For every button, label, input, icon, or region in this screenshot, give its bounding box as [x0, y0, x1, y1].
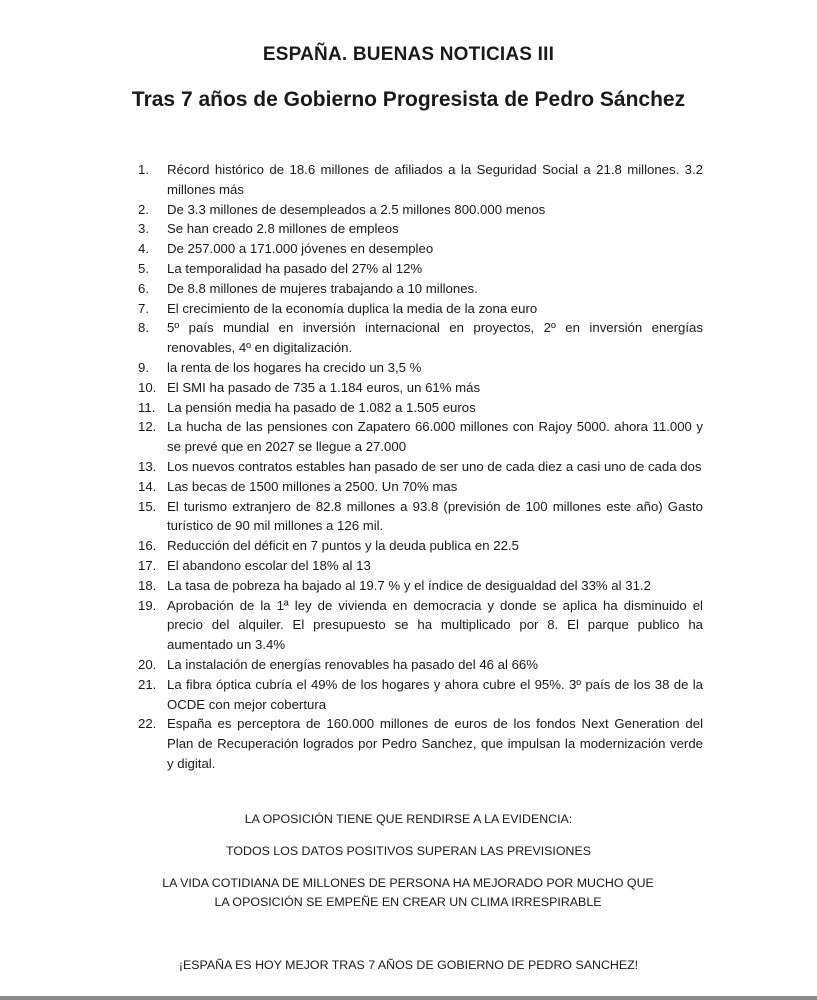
- list-item: [138, 299, 703, 319]
- item-number: 5.: [138, 260, 149, 276]
- item-number: 9.: [138, 359, 149, 375]
- item-text: Récord histórico de 18.6 millones de afiliados a la Seguridad Social a 21.8 millones. 3.2 millones más: [167, 162, 703, 197]
- list-item: [138, 477, 703, 497]
- item-text: 5º país mundial en inversión internacional en proyectos, 2º en inversión energías renovables, 4º en digitalización.: [167, 320, 703, 356]
- item-text: La pensión media ha pasado de 1.082 a 1.505 euros: [167, 399, 476, 415]
- item-number: 3.: [138, 221, 149, 237]
- item-text: De 3.3 millones de desempleados a 2.5 millones 800.000 menos: [167, 201, 546, 217]
- list-item: [138, 259, 703, 279]
- list-item: [138, 398, 703, 418]
- page-title: ESPAÑA. BUENAS NOTICIAS III: [262, 44, 555, 65]
- item-number: 7.: [138, 300, 149, 316]
- item-text: De 257.000 a 171.000 jóvenes en desempleo: [167, 241, 434, 257]
- list-item: [138, 417, 703, 457]
- list-item: [138, 576, 703, 596]
- item-number: 13.: [138, 458, 157, 474]
- item-number: 2.: [138, 201, 149, 217]
- item-number: 4.: [138, 241, 149, 257]
- list-item: [138, 556, 703, 576]
- closing-line-opposition: LA OPOSICIÓN TIENE QUE RENDIRSE A LA EVIDENCIA:: [244, 812, 573, 826]
- item-number: 14.: [138, 478, 157, 494]
- closing-line-data: TODOS LOS DATOS POSITIVOS SUPERAN LAS PREVISIONES: [226, 844, 591, 858]
- item-number: 16.: [138, 538, 157, 554]
- item-number: 1.: [138, 162, 149, 177]
- item-text: El abandono escolar del 18% al 13: [167, 557, 371, 573]
- bottom-edge-bar: [0, 996, 817, 1000]
- item-text: Aprobación de la 1ª ley de vivienda en democracia y donde se aplica ha disminuido el precio del alquiler. El presupuesto se ha multiplicado por 8. El parque publico ha aumentado un 3.4%: [167, 597, 703, 653]
- item-text: El SMI ha pasado de 735 a 1.184 euros, un 61% más: [167, 379, 481, 395]
- item-number: 20.: [138, 656, 157, 672]
- item-text: El crecimiento de la economía duplica la media de la zona euro: [167, 300, 538, 316]
- news-list: [138, 160, 703, 774]
- item-text: Reducción del déficit en 7 puntos y la deuda publica en 22.5: [167, 538, 519, 554]
- list-item: [138, 160, 703, 200]
- item-text: De 8.8 millones de mujeres trabajando a 10 millones.: [167, 280, 478, 296]
- list-item: [138, 358, 703, 378]
- item-text: El turismo extranjero de 82.8 millones a 93.8 (previsión de 100 millones este año) Gasto turístico de 90 mil millones a 126 mil.: [167, 498, 703, 534]
- list-item: [138, 596, 703, 655]
- closing-line-daily-life: LA VIDA COTIDIANA DE MILLONES DE PERSONA HA MEJORADO POR MUCHO QUE LA OPOSICIÓN SE EMPEÑE EN CREAR UN CLIMA IRRESPIRABLE: [162, 876, 654, 909]
- item-text: La temporalidad ha pasado del 27% al 12%: [167, 260, 423, 276]
- list-item: [138, 239, 703, 259]
- list-item: [138, 279, 703, 299]
- item-text: España es perceptora de 160.000 millones de euros de los fondos Next Generation del Plan de Recuperación logrados por Pedro Sanchez, que impulsan la modernización verde y digital.: [167, 716, 703, 771]
- list-item: [138, 497, 703, 537]
- item-number: 19.: [138, 597, 157, 613]
- item-text: Se han creado 2.8 millones de empleos: [167, 221, 399, 237]
- item-number: 12.: [138, 419, 157, 435]
- item-number: 11.: [138, 399, 156, 415]
- list-item: [138, 655, 703, 675]
- item-number: 15.: [138, 498, 157, 514]
- item-number: 22.: [138, 716, 157, 732]
- item-number: 21.: [138, 676, 157, 692]
- item-text: la renta de los hogares ha crecido un 3,5 %: [167, 359, 422, 375]
- item-text: Las becas de 1500 millones a 2500. Un 70% mas: [167, 478, 458, 494]
- list-item: [138, 318, 703, 358]
- item-text: La hucha de las pensiones con Zapatero 66.000 millones con Rajoy 5000. ahora 11.000 y se prevé que en 2027 se llegue a 27.000: [167, 419, 703, 455]
- item-number: 17.: [138, 557, 157, 573]
- item-text: Los nuevos contratos estables han pasado de ser uno de cada diez a casi uno de cada dos: [167, 458, 702, 474]
- list-item: [138, 378, 703, 398]
- list-item: [138, 714, 703, 773]
- list-item: [138, 536, 703, 556]
- item-number: 8.: [138, 320, 149, 336]
- item-number: 18.: [138, 577, 157, 593]
- list-item: [138, 457, 703, 477]
- list-item: [138, 219, 703, 239]
- page-subtitle: Tras 7 años de Gobierno Progresista de Pedro Sánchez: [131, 88, 686, 111]
- list-item: [138, 200, 703, 220]
- list-item: [138, 675, 703, 715]
- item-text: La tasa de pobreza ha bajado al 19.7 % y el índice de desigualdad del 33% al 31.2: [167, 577, 651, 593]
- closing-line-slogan: ¡ESPAÑA ES HOY MEJOR TRAS 7 AÑOS DE GOBIERNO DE PEDRO SANCHEZ!: [178, 958, 639, 972]
- item-text: La fibra óptica cubría el 49% de los hogares y ahora cubre el 95%. 3º país de los 38 de la OCDE con mejor cobertura: [167, 676, 703, 712]
- item-number: 6.: [138, 280, 149, 296]
- item-number: 10.: [138, 379, 157, 395]
- item-text: La instalación de energías renovables ha pasado del 46 al 66%: [167, 656, 538, 672]
